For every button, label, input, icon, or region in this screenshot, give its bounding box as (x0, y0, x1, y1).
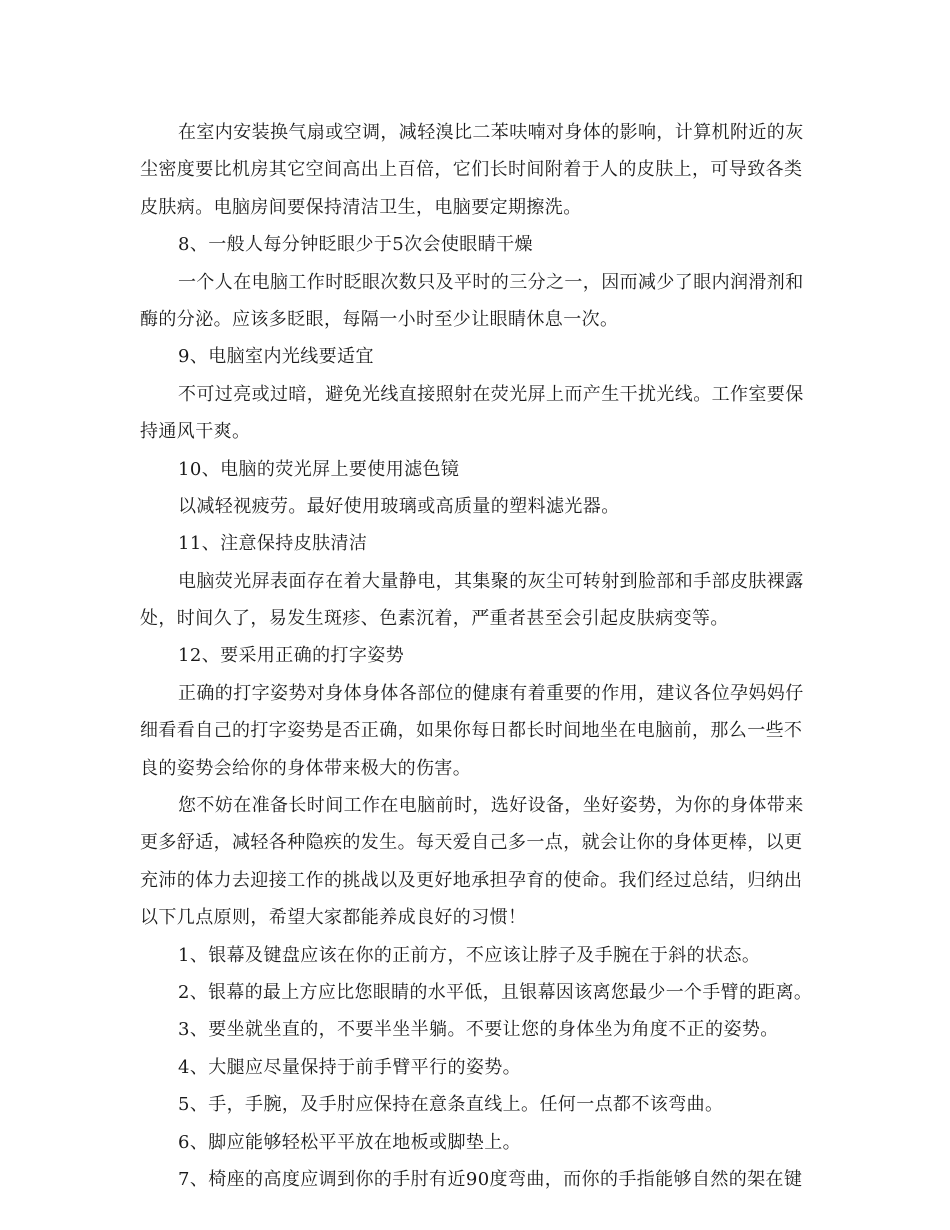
text-line: 充沛的体力去迎接工作的挑战以及更好地承担孕育的使命。我们经过总结，归纳出 (140, 869, 803, 891)
text-line: 1、银幕及键盘应该在你的正前方，不应该让脖子及手腕在于斜的状态。 (178, 944, 761, 966)
text-line: 不可过亮或过暗，避免光线直接照射在荧光屏上而产生干扰光线。工作室要保 (178, 383, 804, 405)
text-line: 皮肤病。电脑房间要保持清洁卫生，电脑要定期擦洗。 (140, 196, 582, 218)
text-line: 正确的打字姿势对身体身体各部位的健康有着重要的作用，建议各位孕妈妈仔 (178, 682, 804, 704)
document-body (140, 114, 812, 1198)
text-line: 您不妨在准备长时间工作在电脑前时，选好设备，坐好姿势，为你的身体带来 (178, 795, 804, 817)
text-line: 处，时间久了，易发生斑疹、色素沉着，严重者甚至会引起皮肤病变等。 (140, 608, 729, 630)
text-line: 良的姿势会给你的身体带来极大的伤害。 (140, 757, 472, 779)
text-line: 电脑荧光屏表面存在着大量静电，其集聚的灰尘可转射到脸部和手部皮肤裸露 (178, 570, 804, 592)
text-line: 一个人在电脑工作时眨眼次数只及平时的三分之一，因而减少了眼内润滑剂和 (178, 271, 804, 293)
text-line: 9、电脑室内光线要适宜 (178, 346, 374, 368)
text-line: 尘密度要比机房其它空间高出上百倍，它们长时间附着于人的皮肤上，可导致各类 (140, 159, 803, 181)
text-line: 12、要采用正确的打字姿势 (178, 645, 405, 667)
text-line: 酶的分泌。应该多眨眼，每隔一小时至少让眼睛休息一次。 (140, 308, 619, 330)
text-line: 细看看自己的打字姿势是否正确，如果你每日都长时间地坐在电脑前，那么一些不 (140, 720, 803, 742)
text-line: 10、电脑的荧光屏上要使用滤色镜 (178, 458, 460, 480)
text-line: 持通风干爽。 (140, 421, 251, 443)
text-line: 3、要坐就坐直的，不要半坐半躺。不要让您的身体坐为角度不正的姿势。 (178, 1019, 779, 1041)
text-line: 以下几点原则，希望大家都能养成良好的习惯！ (140, 907, 527, 929)
text-line: 4、大腿应尽量保持于前手臂平行的姿势。 (178, 1056, 522, 1078)
text-line: 6、脚应能够轻松平平放在地板或脚垫上。 (178, 1131, 522, 1153)
text-line: 5、手，手腕，及手肘应保持在意条直线上。任何一点都不该弯曲。 (178, 1094, 724, 1116)
text-line: 在室内安装换气扇或空调，减轻溴比二苯呋喃对身体的影响，计算机附近的灰 (178, 122, 804, 143)
text-line: 11、注意保持皮肤清洁 (178, 533, 368, 555)
text-line: 以减轻视疲劳。最好使用玻璃或高质量的塑料滤光器。 (178, 495, 620, 517)
text-line: 7、椅座的高度应调到你的手肘有近90度弯曲，而你的手指能够自然的架在键 (178, 1168, 803, 1190)
text-line: 8、一般人每分钟眨眼少于5次会使眼睛干燥 (178, 234, 533, 256)
text-line: 2、银幕的最上方应比您眼睛的水平低，且银幕因该离您最少一个手臂的距离。 (178, 981, 813, 1003)
text-line: 更多舒适，减轻各种隐疾的发生。每天爱自己多一点，就会让你的身体更棒，以更 (140, 832, 803, 854)
